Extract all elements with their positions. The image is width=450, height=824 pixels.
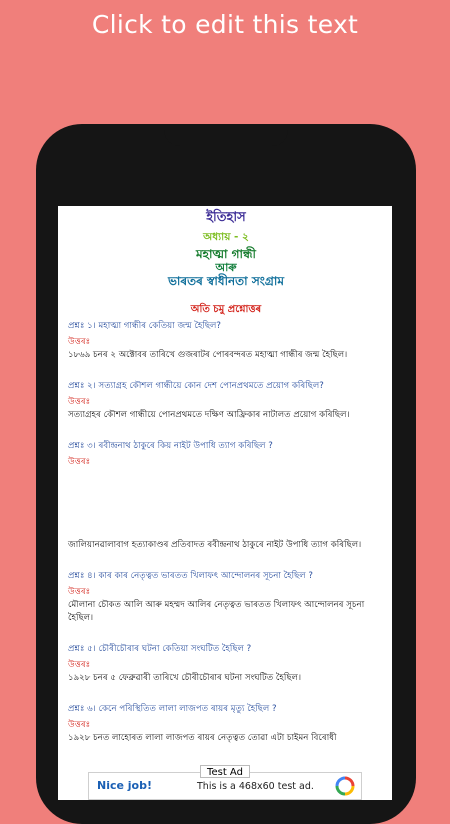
- answer-6: ১৯২৮ চনত লাহোৰত লালা লাজপত ৰায়ৰ নেতৃত্বত তোৱা এটা চাইমন বিৰোধী: [68, 733, 337, 743]
- edit-banner-text[interactable]: Click to edit this text: [91, 10, 359, 39]
- question-3: প্ৰশ্নঃ ৩। ৰবীন্দ্ৰনাথ ঠাকুৰে কিয় নাইট উপাধি ত্যাগ কৰিছিল ?: [68, 441, 273, 451]
- lesson-title-line3: ভাৰতৰ স্বাধীনতা সংগ্ৰাম: [167, 274, 285, 288]
- lesson-title-line1: মহাত্মা গান্ধী: [196, 247, 256, 261]
- ad-logo-icon[interactable]: [335, 776, 355, 796]
- answer-2: সত্যাগ্ৰহৰ কৌশল গান্ধীয়ে পোনপ্ৰথমতে দক্ষিণ আফ্ৰিকাৰ নাটালত প্ৰয়োগ কৰিছিল।: [68, 410, 350, 420]
- answer-label: উত্তৰঃ: [68, 457, 91, 467]
- answer-5: ১৯২৮ চনৰ ৫ ফেব্ৰুৱাৰী তাৰিখে চৌৰীচৌৰাৰ ঘটনা সংঘটিত হৈছিল।: [68, 673, 302, 683]
- question-2: প্ৰশ্নঃ ২। সত্যাগ্ৰহ কৌশল গান্ধীয়ে কোন দেশ পোনপ্ৰথমতে প্ৰয়োগ কৰিছিল?: [68, 381, 324, 391]
- question-5: প্ৰশ্নঃ ৫। চৌৰীচৌৰাৰ ঘটনা কেতিয়া সংঘটিত হৈছিল ?: [68, 644, 252, 654]
- ad-headline[interactable]: Nice job!: [97, 779, 153, 792]
- answer-label: উত্তৰঃ: [68, 660, 91, 670]
- app-screen: [58, 206, 392, 800]
- lesson-title-line2: আৰু: [215, 261, 237, 274]
- document-content: [58, 211, 392, 745]
- answer-label: উত্তৰঃ: [68, 587, 91, 597]
- answer-label: উত্তৰঃ: [68, 397, 91, 407]
- answer-label: উত্তৰঃ: [68, 720, 91, 730]
- ad-body-text[interactable]: This is a 468x60 test ad.: [197, 781, 314, 792]
- phone-notch: [164, 124, 288, 146]
- question-4: প্ৰশ্নঃ ৪। কাৰ কাৰ নেতৃত্বত ভাৰতত খিলাফৎ আন্দোলনৰ সূচনা হৈছিল ?: [68, 571, 313, 581]
- subject-title: ইতিহাস: [206, 210, 246, 225]
- answer-4: মৌলানা চৌকত আলি আৰু মহম্মদ আলিৰ নেতৃত্বত ভাৰতত খিলাফৎ আন্দোলনৰ সূচনা হৈছিল।: [68, 600, 365, 623]
- answer-label: উত্তৰঃ: [68, 337, 91, 347]
- test-ad-label: Test Ad: [200, 765, 250, 778]
- question-6: প্ৰশ্নঃ ৬। কেনে পৰিস্থিতিত লালা লাজপত ৰায়ৰ মৃত্যু হৈছিল ?: [68, 704, 277, 714]
- answer-1: ১৮৬৯ চনৰ ২ অক্টোবৰ তাৰিখে গুজৰাটৰ পোৰবন্দৰত মহাত্মা গান্ধীৰ জন্ম হৈছিল।: [68, 350, 348, 360]
- question-1: প্ৰশ্নঃ ১। মহাত্মা গান্ধীৰ কেতিয়া জন্ম হৈছিল?: [68, 321, 221, 331]
- chapter-label: অধ্যায় - ২: [203, 231, 249, 243]
- answer-3: জালিয়ানৱালাবাগ হত্যাকাণ্ডৰ প্ৰতিবাদত ৰবীন্দ্ৰনাথ ঠাকুৰে নাইট উপাধি ত্যাগ কৰিছিল।: [68, 540, 362, 550]
- section-heading: অতি চমু প্ৰশ্নোত্তৰ: [190, 304, 262, 315]
